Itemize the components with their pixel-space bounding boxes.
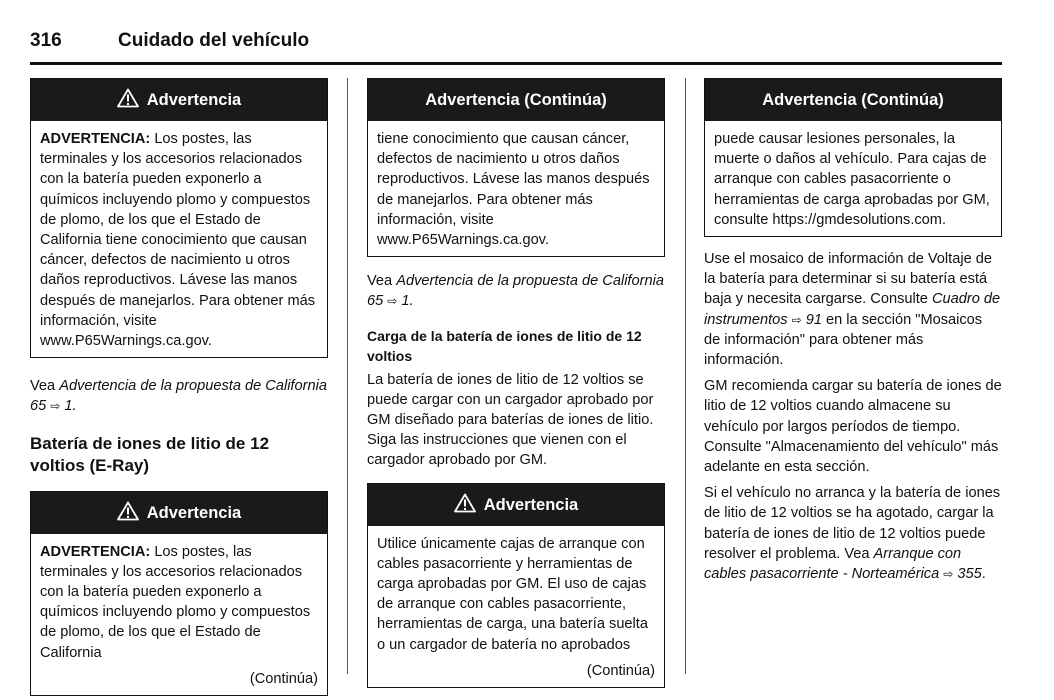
ref-page: 1. [397, 293, 414, 310]
body-paragraph [704, 249, 1002, 370]
continue-label: (Continúa) [586, 662, 655, 679]
warning-box [30, 491, 328, 696]
warning-header [31, 492, 327, 534]
warning-box [30, 78, 328, 358]
warning-body: tiene conocimiento que causan cáncer, defectos de nacimiento u otros daños reproductivos. Lávese las manos después de manejarlos. Para obtener más información, visite www.P65Warnings.ca.gov. [377, 131, 650, 249]
page-header [30, 28, 1002, 65]
warning-triangle-icon [117, 501, 139, 521]
ref-link[interactable]: Advertencia de la propuesta de California 65 [30, 378, 327, 415]
ref-link[interactable]: Arranque con cables pasacorriente - Norteamérica [704, 545, 962, 583]
warning-body [31, 121, 327, 357]
warning-title: Advertencia [146, 503, 242, 522]
warning-body: puede causar lesiones personales, la muerte o daños al vehículo. Para cajas de arranque con cables pasacorriente o herramientas de carga aprobadas por GM, consulte https://gmdesolutions.com. [714, 131, 990, 228]
body-paragraph: La batería de iones de litio de 12 voltios se puede cargar con un cargador aprobado por GM diseñado para baterías de iones de litio. Siga las instrucciones que vienen con el cargador aprobado por GM. [367, 371, 654, 469]
warning-lead: ADVERTENCIA: [40, 543, 151, 560]
ref-page: 355 [953, 566, 982, 583]
warning-title: Advertencia [146, 91, 242, 109]
column-2 [367, 78, 665, 688]
page-ref-arrow-icon: ⇨ [387, 294, 398, 309]
warning-header: Advertencia (Continúa) [368, 79, 664, 121]
p1-text: Use el mosaico de información de Voltaje de la batería para determinar si su batería está baja y necesita cargarse. Consulte [704, 251, 992, 308]
warning-box [704, 78, 1002, 237]
ref-link[interactable]: Advertencia de la propuesta de California 65 [367, 273, 664, 310]
warning-text: Los postes, las terminales y los accesorios relacionados con la batería pueden exponerlo a químicos incluyendo plomo y compuestos de plomo, de los que el Estado de California tiene conocimiento que causan cáncer, defectos de nacimiento u otros daños reproductivos. Lávese las manos después de manejarlos. Para obtener más información, visite www.P65Warnings.ca.gov. [40, 131, 316, 350]
warning-triangle-icon [454, 493, 476, 513]
ref-page: 91 [801, 311, 822, 328]
column-divider [347, 78, 348, 674]
column-1 [30, 78, 328, 696]
warning-text: Utilice únicamente cajas de arranque con cables pasacorriente y herramientas de carga aprobadas por GM. El uso de cajas de arranque con cables pasacorriente, herramientas de carga, una batería suelta o un cargador de batería no aprobados [377, 535, 648, 653]
ref-prefix: Vea [30, 378, 60, 395]
ref-page: 1. [60, 398, 77, 415]
column-divider [685, 78, 686, 674]
section-heading: Batería de iones de litio de 12 voltios (E-Ray) [30, 433, 270, 475]
reference-text [367, 271, 665, 311]
section-title: Cuidado del vehículo [118, 30, 310, 51]
page-ref-arrow-icon: ⇨ [791, 312, 802, 327]
continue-label: (Continúa) [249, 670, 318, 687]
column-3 [704, 78, 1002, 584]
body-paragraph [704, 483, 1002, 584]
ref-link[interactable]: Cuadro de instrumentos [704, 291, 1001, 328]
warning-header [31, 79, 327, 121]
warning-box [367, 483, 665, 688]
warning-lead: ADVERTENCIA: [40, 131, 151, 147]
warning-header [368, 484, 664, 526]
warning-triangle-icon [117, 88, 139, 108]
p1-text-end: en la sección "Mosaicos de información" para obtener más información. [704, 311, 983, 369]
p3-text-end: . [981, 566, 986, 583]
body-paragraph: GM recomienda cargar su batería de iones de litio de 12 voltios cuando almacene su vehículo por largos períodos de tiempo. Consulte "Almacenamiento del vehículo" más adelante en esta sección. [704, 378, 1002, 476]
subheading: Carga de la batería de iones de litio de 12 voltios [367, 327, 642, 364]
warning-body [31, 534, 327, 695]
warning-text: Los postes, las terminales y los accesorios relacionados con la batería pueden exponerlo a químicos incluyendo plomo y compuestos de plomo, de los que el Estado de California [40, 543, 311, 661]
page-number: 316 [30, 30, 62, 51]
warning-box [367, 78, 665, 257]
p3-text: Si el vehículo no arranca y la batería de iones de litio de 12 voltios se ha agotado, cargar la batería de iones de litio de 12 voltios puede resolver el problema. Vea [704, 485, 1001, 562]
reference-text [30, 376, 328, 416]
page-ref-arrow-icon: ⇨ [50, 399, 61, 414]
page-ref-arrow-icon: ⇨ [943, 567, 954, 582]
ref-prefix: Vea [367, 273, 397, 290]
warning-body [368, 526, 664, 687]
warning-title: Advertencia [483, 495, 579, 514]
warning-header: Advertencia (Continúa) [705, 79, 1001, 121]
